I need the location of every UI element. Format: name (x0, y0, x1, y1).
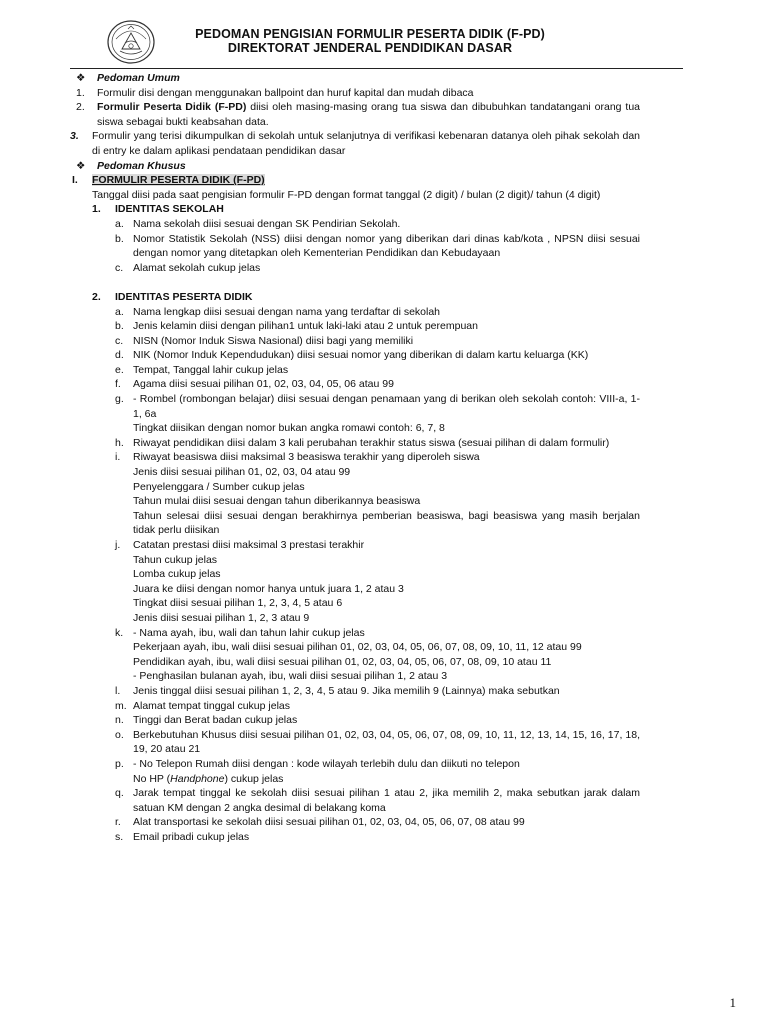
list-item-continuation: Tahun cukup jelas (133, 553, 218, 566)
list-item: o. Berkebutuhan Khusus diisi sesuai pilihan 01, 02, 03, 04, 05, 06, 07, 08, 09, 10, 11, 12, 13, 14, 15, 16, 17, 18, 19, 20 atau 21 (115, 728, 640, 756)
list-item: h. Riwayat pendidikan diisi dalam 3 kali perubahan terakhir status siswa (sesuai pilihan di dalam formulir) (115, 436, 610, 449)
list-item: e. Tempat, Tanggal lahir cukup jelas (115, 363, 289, 376)
list-item: 2. Formulir Peserta Didik (F-PD) diisi oleh masing-masing orang tua siswa dan dibubuhkan tandatangani orang tua siswa sebagai bukti keabsahan data. (76, 101, 641, 128)
page-number: 1 (729, 995, 736, 1010)
document-title: PEDOMAN PENGISIAN FORMULIR PESERTA DIDIK (F-PD) (195, 27, 545, 41)
list-item: d. NIK (Nomor Induk Kependudukan) diisi sesuai nomor yang diberikan di dalam kartu keluarga (KK) (115, 349, 589, 362)
intro-text: Tanggal diisi pada saat pengisian formulir F-PD dengan format tanggal (2 digit) / bulan (2 digit)/ tahun (4 digit) (92, 188, 601, 201)
section-heading-fpd: I. FORMULIR PESERTA DIDIK (F-PD) (72, 174, 265, 187)
diamond-bullet-icon: ❖ (76, 72, 86, 84)
tut-wuri-handayani-logo-icon (106, 19, 156, 65)
list-item: j. Catatan prestasi diisi maksimal 3 prestasi terakhir (115, 539, 365, 551)
list-item: b. Nomor Statistik Sekolah (NSS) diisi dengan nomor yang diberikan dari dinas kab/kota , NPSN diisi sesuai dengan nomor yang ditetapkan oleh Kementerian Pendidikan dan Kebudayaan (115, 232, 640, 260)
list-item-continuation: Tahun mulai diisi sesuai dengan tahun diberikannya beasiswa (133, 495, 421, 508)
page-header (0, 0, 768, 72)
list-item: m. Alamat tempat tinggal cukup jelas (115, 699, 291, 712)
list-item: 3. Formulir yang terisi dikumpulkan di sekolah untuk selanjutnya di verifikasi kebenaran datanya oleh pihak sekolah dan di entry ke dalam aplikasi pendataan pendidikan dasar (70, 130, 640, 157)
list-item: c. NISN (Nomor Induk Siswa Nasional) diisi bagi yang memiliki (115, 334, 414, 347)
list-item: b. Jenis kelamin diisi dengan pilihan1 untuk laki-laki atau 2 untuk perempuan (115, 320, 478, 333)
diamond-bullet-icon: ❖ (76, 159, 86, 172)
list-item: g. - Rombel (rombongan belajar) diisi sesuai dengan penamaan yang di berikan oleh sekolah contoh: VIII-a, 1-1, 6a (115, 393, 640, 420)
list-item-continuation: Tingkat diisi sesuai pilihan 1, 2, 3, 4, 5 atau 6 (133, 597, 343, 610)
list-item: n. Tinggi dan Berat badan cukup jelas (115, 714, 298, 727)
list-item-continuation: Jenis diisi sesuai pilihan 1, 2, 3 atau 9 (133, 611, 310, 624)
list-item-continuation: No HP (Handphone) cukup jelas (133, 772, 284, 785)
header-divider (70, 68, 683, 69)
list-item-continuation: Pekerjaan ayah, ibu, wali diisi sesuai pilihan 01, 02, 03, 04, 05, 06, 07, 08, 09, 10, 11, 12 atau 99 (133, 641, 582, 654)
spacer (0, 275, 768, 290)
list-item: q. Jarak tempat tinggal ke sekolah diisi sesuai pilihan 1 atau 2, jika memilih 2, maka sebutkan jarak dalam satuan KM dengan 2 angka desimal di belakang koma (115, 787, 640, 814)
section-pedoman-khusus-heading: ❖ Pedoman Khusus (76, 159, 186, 172)
list-item: i. Riwayat beasiswa diisi maksimal 3 beasiswa terakhir yang diperoleh siswa (115, 451, 480, 464)
list-item-continuation: Penyelenggara / Sumber cukup jelas (133, 480, 305, 493)
list-item: p. - No Telepon Rumah diisi dengan : kode wilayah terlebih dulu dan diikuti no telepon (115, 757, 520, 770)
list-item: l. Jenis tinggal diisi sesuai pilihan 1, 2, 3, 4, 5 atau 9. Jika memilih 9 (Lainnya) maka sebutkan (115, 684, 560, 697)
subsection-heading-identitas-peserta: 2. IDENTITAS PESERTA DIDIK (92, 290, 253, 303)
list-item: s. Email pribadi cukup jelas (115, 830, 250, 843)
list-item-continuation: - Penghasilan bulanan ayah, ibu, wali diisi sesuai pilihan 1, 2 atau 3 (133, 670, 448, 683)
list-item: c. Alamat sekolah cukup jelas (115, 261, 261, 274)
list-item-continuation: Pendidikan ayah, ibu, wali diisi sesuai pilihan 01, 02, 03, 04, 05, 06, 07, 08, 09, 10 atau 11 (133, 655, 552, 668)
document-body (0, 71, 768, 844)
list-item-continuation: Tingkat diisikan dengan nomor bukan angka romawi contoh: 6, 7, 8 (133, 422, 445, 435)
list-item-continuation: Lomba cukup jelas (133, 568, 221, 581)
list-item-continuation: Juara ke diisi dengan nomor hanya untuk juara 1, 2 atau 3 (133, 582, 404, 595)
document-subtitle: DIREKTORAT JENDERAL PENDIDIKAN DASAR (227, 41, 513, 55)
list-item-continuation: Tahun selesai diisi sesuai dengan berakhirnya pemberian beasiswa, bagi beasiswa yang masih berjalan tidak perlu diisikan (133, 509, 640, 537)
list-item: f. Agama diisi sesuai pilihan 01, 02, 03, 04, 05, 06 atau 99 (115, 378, 394, 391)
list-item: a. Nama sekolah diisi sesuai dengan SK Pendirian Sekolah. (115, 217, 401, 230)
list-item: 1. Formulir disi dengan menggunakan ballpoint dan huruf kapital dan mudah dibaca (76, 86, 474, 99)
section-pedoman-umum-heading: ❖ Pedoman Umum (76, 72, 180, 84)
subsection-heading-identitas-sekolah: 1. IDENTITAS SEKOLAH (92, 203, 224, 216)
list-item: a. Nama lengkap diisi sesuai dengan nama yang terdaftar di sekolah (115, 305, 441, 318)
list-item: r. Alat transportasi ke sekolah diisi sesuai pilihan 01, 02, 03, 04, 05, 06, 07, 08 atau 99 (115, 816, 525, 829)
list-item: k. - Nama ayah, ibu, wali dan tahun lahir cukup jelas (115, 626, 365, 639)
list-item-continuation: Jenis diisi sesuai pilihan 01, 02, 03, 04 atau 99 (133, 466, 351, 479)
